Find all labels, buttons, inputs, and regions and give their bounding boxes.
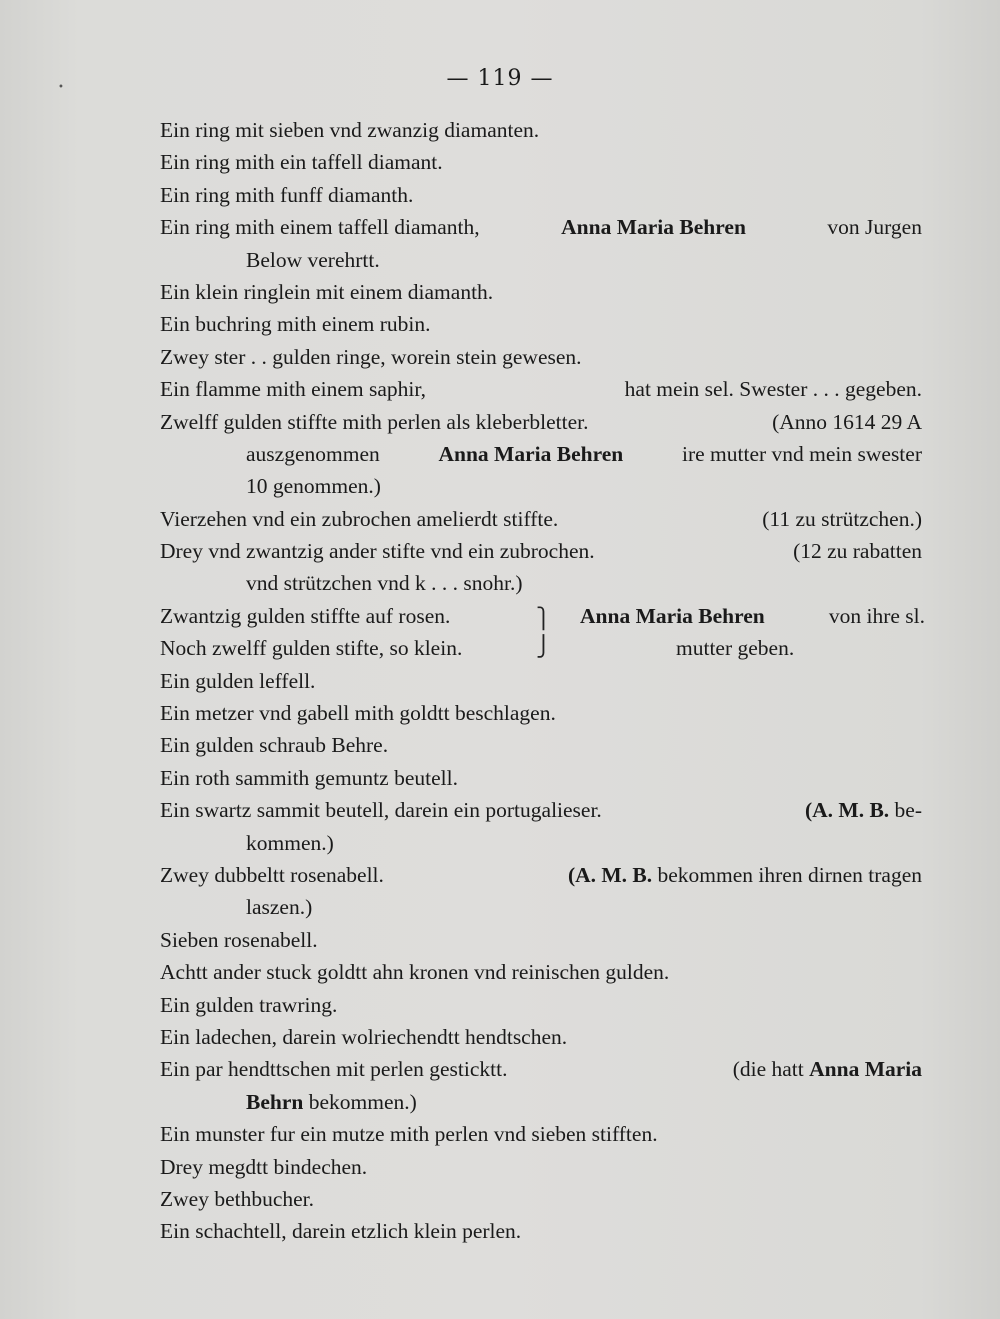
text-span: (Anno 1614 29 A <box>772 409 922 434</box>
text-line-continuation: vnd strützchen vnd k . . . snohr.) <box>246 571 523 596</box>
person-name: Anna Maria Behren <box>438 441 624 466</box>
text-line: Ein buchring mith einem rubin. <box>160 312 431 337</box>
text-line <box>160 373 922 405</box>
text-line <box>160 406 922 438</box>
text-line: Ein gulden schraub Behre. <box>160 733 389 758</box>
text-line <box>160 1053 922 1085</box>
text-line: Zwey ster . . gulden ringe, worein stein gewesen. <box>160 344 582 369</box>
text-span: von Jurgen <box>827 215 922 240</box>
text-line <box>160 503 922 535</box>
person-name: Behrn <box>246 1089 304 1114</box>
text-line: Ein munster fur ein mutze mith perlen vnd sieben stifften. <box>160 1122 658 1147</box>
text-span: be- <box>894 798 922 823</box>
text-line: Ein klein ringlein mit einem diamanth. <box>160 279 494 304</box>
text-line: Sieben rosenabell. <box>160 927 318 952</box>
braced-note <box>580 600 925 665</box>
text-line-continuation: kommen.) <box>246 830 334 855</box>
text-line: Drey megdtt bindechen. <box>160 1154 368 1179</box>
braced-entry <box>160 600 930 665</box>
person-name: Anna Maria Behren <box>580 603 765 628</box>
text-line: Zwey bethbucher. <box>160 1186 315 1211</box>
text-line: Zwantzig gulden stiffte auf rosen. <box>160 603 451 628</box>
text-line: Ein gulden leffell. <box>160 668 316 693</box>
text-span: bekommen ihren dirnen tragen <box>657 863 922 887</box>
text-line: Ein ring mit sieben vnd zwanzig diamanten. <box>160 118 540 142</box>
text-line: Achtt ander stuck goldtt ahn kronen vnd reinischen gulden. <box>160 960 670 985</box>
page-number: — 119 — <box>446 66 554 91</box>
text-span: Drey vnd zwantzig ander stifte vnd ein zubrochen. <box>160 539 595 564</box>
text-span: ire mutter vnd mein swester <box>681 441 922 466</box>
text-span: Zwelff gulden stiffte mith perlen als kleberbletter. <box>160 409 589 434</box>
text-line-continuation: laszen.) <box>246 895 313 920</box>
text-span: Ein par hendttschen mit perlen gesticktt. <box>160 1057 508 1082</box>
body-text <box>160 114 930 1248</box>
initials: (A. M. B. <box>567 863 653 887</box>
text-line: Ein ladechen, darein wolriechendtt hendtschen. <box>160 1024 568 1049</box>
text-line <box>160 211 922 243</box>
text-line <box>160 794 922 826</box>
initials: (A. M. B. <box>804 798 890 823</box>
text-span: hat mein sel. Swester . . . gegeben. <box>624 377 922 402</box>
text-span: Ein swartz sammit beutell, darein ein portugalieser. <box>160 798 602 823</box>
text-line: Ein ring mith ein taffell diamant. <box>160 150 443 175</box>
text-span: Vierzehen vnd ein zubrochen amelierdt stiffte. <box>160 506 559 531</box>
text-line <box>580 600 925 632</box>
person-name: Anna Maria Behren <box>561 215 746 240</box>
text-line: Ein schachtell, darein etzlich klein perlen. <box>160 1219 522 1244</box>
text-line <box>160 859 922 891</box>
text-line-continuation <box>160 1086 930 1118</box>
text-line: Ein metzer vnd gabell mith goldtt beschlagen. <box>160 701 556 726</box>
text-span: von ihre sl. <box>828 603 925 628</box>
text-line: Ein gulden trawring. <box>160 992 338 1017</box>
text-line: Ein ring mith funff diamanth. <box>160 182 414 207</box>
text-span: Zwey dubbeltt rosenabell. <box>160 863 384 887</box>
text-span: (11 zu strützchen.) <box>762 506 922 531</box>
text-line: Noch zwelff gulden stifte, so klein. <box>160 636 463 661</box>
text-span: auszgenommen <box>246 441 380 466</box>
text-line: Ein roth sammith gemuntz beutell. <box>160 765 458 790</box>
text-span: bekommen.) <box>308 1089 417 1114</box>
person-name: Anna Maria <box>809 1057 922 1082</box>
braced-lines <box>160 600 462 665</box>
margin-mark: • <box>58 82 64 93</box>
text-line-continuation <box>160 438 930 470</box>
text-span: (die hatt <box>732 1057 804 1082</box>
text-span: (12 zu rabatten <box>793 539 922 564</box>
text-span: Ein flamme mith einem saphir, <box>160 377 427 402</box>
brace-icon: ⎫ ⎭ <box>536 605 551 658</box>
text-span: Ein ring mith einem taffell diamanth, <box>160 215 480 240</box>
text-line-continuation: Below verehrtt. <box>246 247 380 272</box>
text-line: mutter geben. <box>676 636 795 661</box>
text-line <box>160 535 922 567</box>
text-line-continuation: 10 genommen.) <box>246 474 381 499</box>
